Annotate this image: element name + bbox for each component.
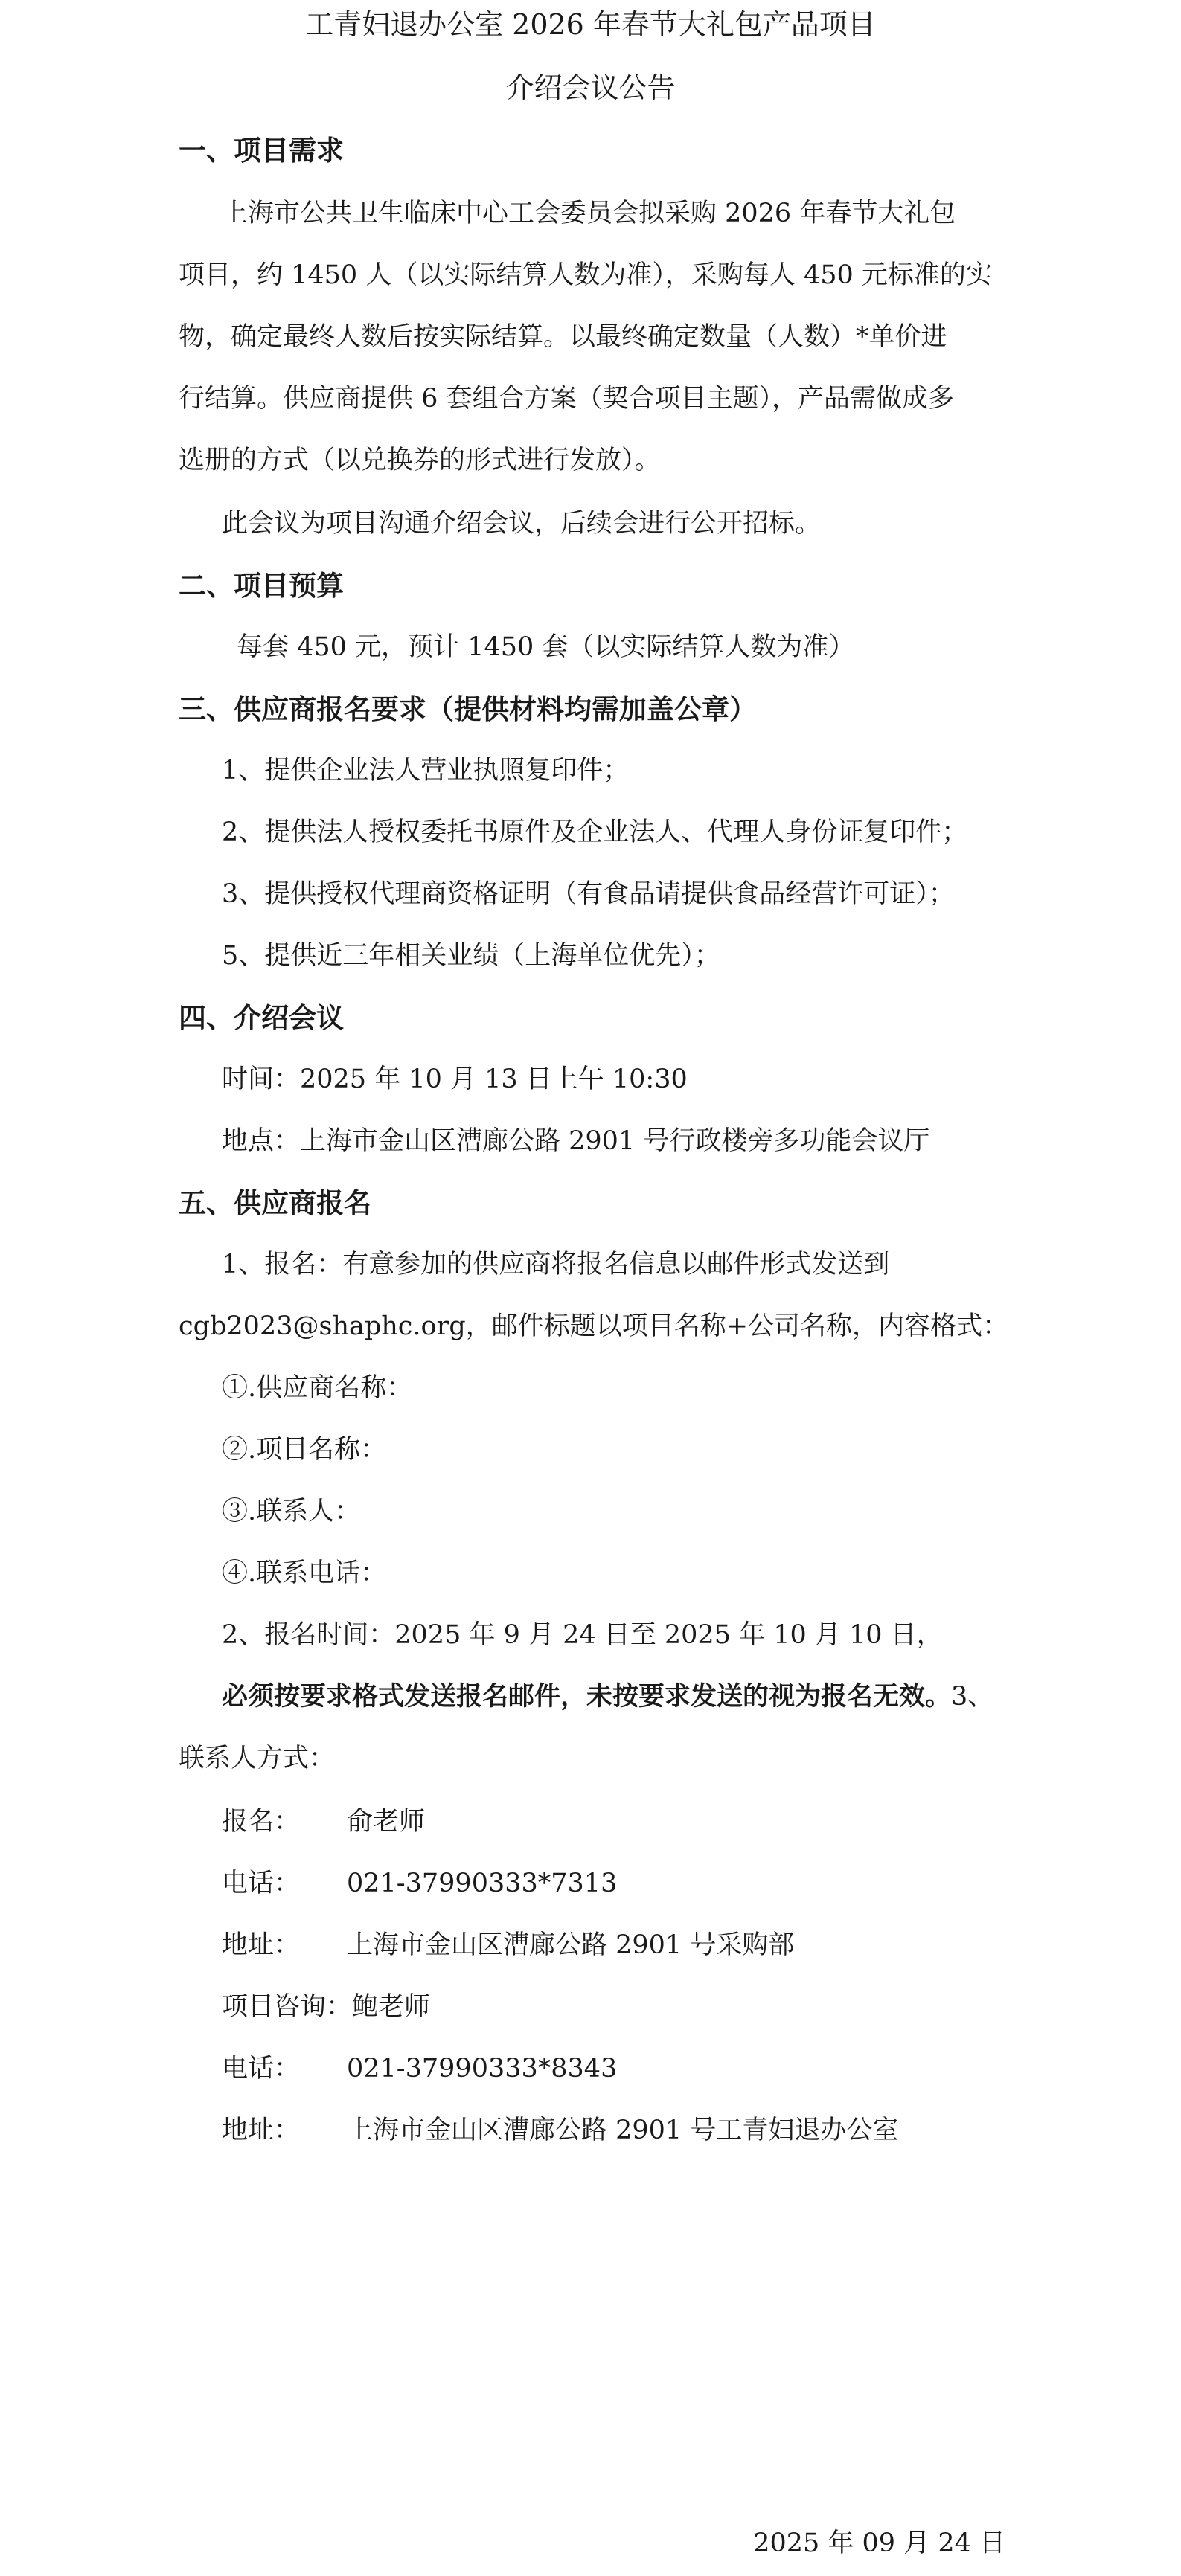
paragraph-line: 选册的方式（以兑换券的形式进行发放）。	[179, 446, 661, 475]
contact-row	[222, 1989, 430, 2025]
contact-row	[222, 1866, 617, 1901]
registration-item-1: 1、报名：有意参加的供应商将报名信息以邮件形式发送到	[222, 1250, 890, 1279]
format-item: ①.供应商名称：	[222, 1373, 413, 1403]
meeting-place: 地点：上海市金山区漕廊公路 2901 号行政楼旁多功能会议厅	[222, 1126, 930, 1156]
section-heading-registration: 五、供应商报名	[179, 1186, 371, 1219]
document-date: 2025 年 09 月 24 日	[753, 2528, 1005, 2558]
contact-label: 电话：	[222, 1869, 301, 1898]
requirement-item: 2、提供法人授权委托书原件及企业法人、代理人身份证复印件；	[222, 818, 968, 847]
paragraph-line: 项目，约 1450 人（以实际结算人数为准），采购每人 450 元标准的实	[179, 260, 992, 290]
section-heading-supplier-requirements: 三、供应商报名要求（提供材料均需加盖公章）	[179, 693, 757, 725]
format-item: ③.联系人：	[222, 1497, 361, 1526]
contact-label: 报名：	[222, 1807, 301, 1837]
contact-label: 地址：	[222, 1930, 301, 1960]
contact-label: 项目咨询：鲍老师	[222, 1992, 431, 2022]
registration-warning-line	[222, 1679, 993, 1715]
contact-item-number: 3、	[951, 1682, 994, 1712]
registration-time: 2、报名时间：2025 年 9 月 24 日至 2025 年 10 月 10 日，	[222, 1620, 943, 1650]
registration-item-1-cont: cgb2023@shaphc.org，邮件标题以项目名称+公司名称，内容格式：	[179, 1311, 1009, 1341]
contact-value: 021-37990333*8343	[347, 2054, 618, 2084]
contact-label: 电话：	[222, 2054, 301, 2084]
section-heading-requirements: 一、项目需求	[179, 134, 344, 167]
title-line-2: 介绍会议公告	[505, 71, 676, 104]
paragraph-line: 上海市公共卫生临床中心工会委员会拟采购 2026 年春节大礼包	[222, 199, 956, 228]
format-item: ④.联系电话：	[222, 1558, 387, 1588]
registration-warning: 必须按要求格式发送报名邮件，未按要求发送的视为报名无效。	[222, 1681, 952, 1712]
contact-value: 俞老师	[347, 1807, 426, 1837]
budget-text: 每套 450 元，预计 1450 套（以实际结算人数为准）	[237, 632, 855, 662]
requirement-item: 3、提供授权代理商资格证明（有食品请提供食品经营许可证）；	[222, 879, 955, 909]
contact-row	[222, 2113, 898, 2148]
title-line-1: 工青妇退办公室 2026 年春节大礼包产品项目	[305, 8, 876, 41]
paragraph-line: 物，确定最终人数后按实际结算。以最终确定数量（人数）*单价进	[179, 322, 947, 352]
section-heading-meeting: 四、介绍会议	[179, 1001, 344, 1034]
meeting-note: 此会议为项目沟通介绍会议，后续会进行公开招标。	[222, 509, 822, 539]
contact-row	[222, 2051, 617, 2087]
meeting-time: 时间：2025 年 10 月 13 日上午 10:30	[222, 1064, 688, 1094]
contact-label: 地址：	[222, 2116, 301, 2145]
format-item: ②.项目名称：	[222, 1435, 387, 1465]
contact-row	[222, 1927, 794, 1963]
paragraph-line: 行结算。供应商提供 6 套组合方案（契合项目主题），产品需做成多	[179, 384, 955, 414]
contact-value: 021-37990333*7313	[347, 1869, 618, 1898]
requirement-item: 1、提供企业法人营业执照复印件；	[222, 756, 630, 786]
contact-value: 上海市金山区漕廊公路 2901 号采购部	[347, 1930, 795, 1960]
requirement-item: 5、提供近三年相关业绩（上海单位优先）；	[222, 941, 720, 971]
contact-row	[222, 1804, 425, 1840]
contact-heading: 联系人方式：	[179, 1744, 336, 1773]
section-heading-budget: 二、项目预算	[179, 569, 344, 602]
contact-value: 上海市金山区漕廊公路 2901 号工青妇退办公室	[347, 2116, 899, 2145]
